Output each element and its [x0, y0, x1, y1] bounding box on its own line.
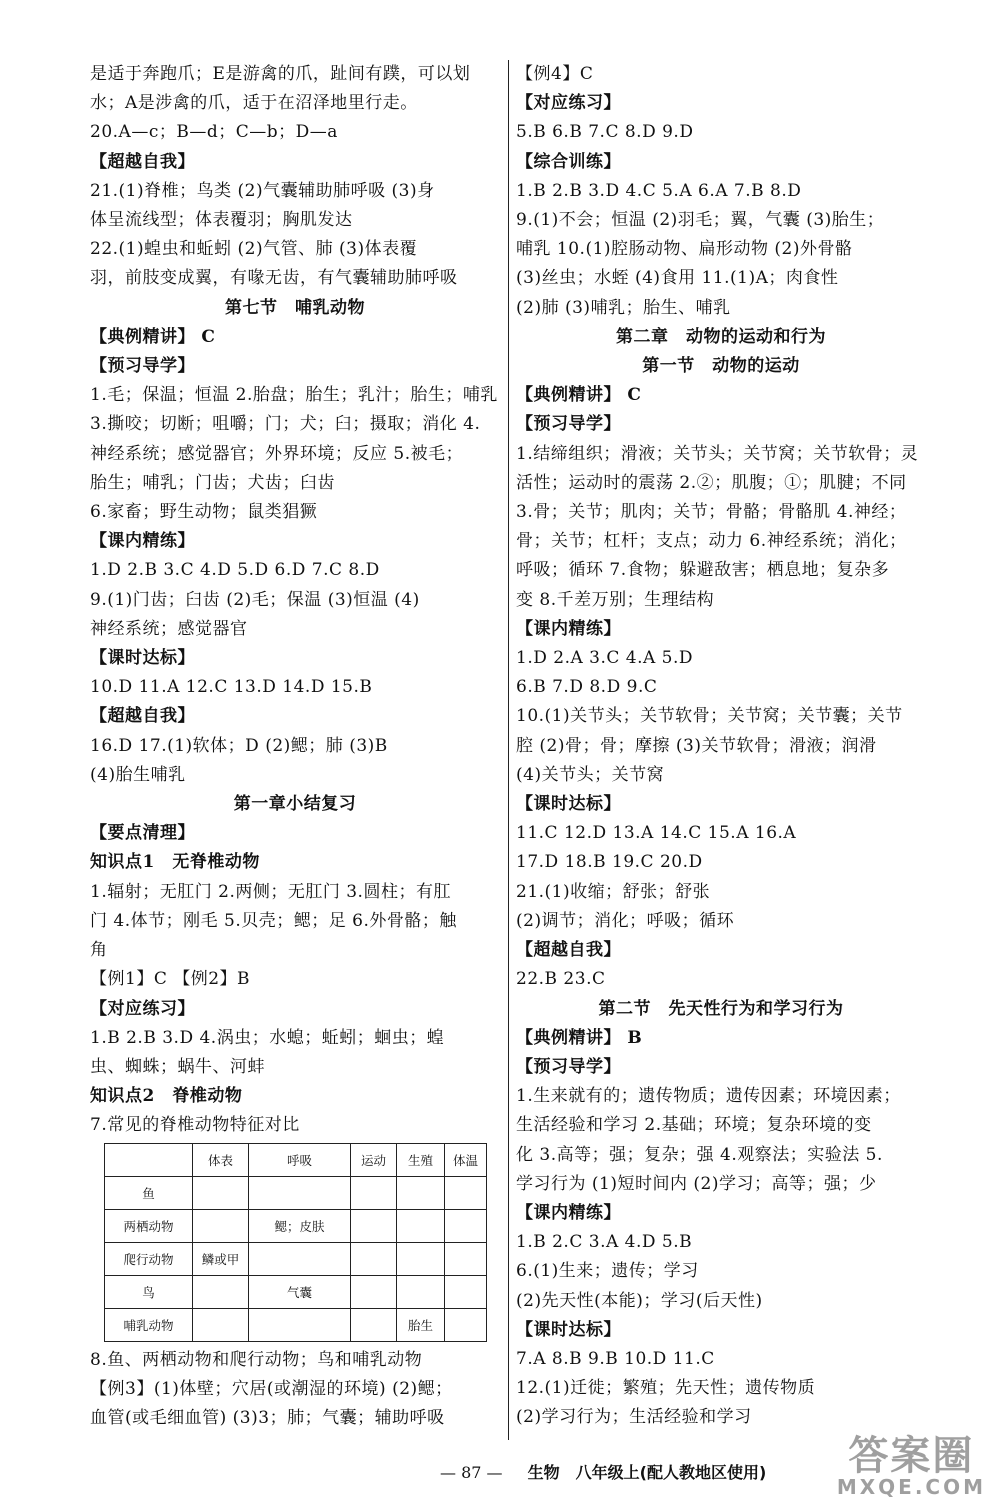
answer-line: 第二章 动物的运动和行为	[616, 326, 826, 347]
table-cell: 两栖动物	[105, 1209, 193, 1242]
answer-line: 【课内精练】	[90, 531, 195, 552]
table-cell	[193, 1176, 249, 1209]
answer-line: 体呈流线型；体表覆羽；胸肌发达	[90, 210, 353, 231]
answer-line: (4)关节头；关节窝	[516, 764, 665, 785]
answer-line: 1.辐射；无肛门 2.两侧；无肛门 3.圆柱；有肛	[90, 881, 451, 902]
table-cell	[445, 1275, 487, 1308]
table-cell: 鳃；皮肤	[249, 1209, 351, 1242]
answer-line: 骨；关节；杠杆；支点；动力 6.神经系统；消化；	[516, 531, 907, 552]
watermark-bottom-text: MXQE.COM	[836, 1475, 986, 1499]
answer-line: 1.结缔组织；滑液；关节头；关节窝；关节软骨；灵	[516, 443, 919, 464]
table-cell: 爬行动物	[105, 1242, 193, 1275]
table-cell: 哺乳动物	[105, 1308, 193, 1341]
table-cell: 鳞或甲	[193, 1242, 249, 1275]
answer-line: 7.A 8.B 9.B 10.D 11.C	[516, 1348, 715, 1369]
answer-line: 【对应练习】	[90, 998, 195, 1019]
answer-line: 生活经验和学习 2.基础；环境；复杂环境的变	[516, 1115, 872, 1136]
answer-line: 10.(1)关节头；关节软骨；关节窝；关节囊；关节	[516, 706, 903, 727]
table-cell: 气囊	[249, 1275, 351, 1308]
table-header-cell: 运动	[351, 1143, 397, 1176]
answer-line: 【课时达标】	[90, 648, 195, 669]
table-header-cell: 生殖	[397, 1143, 445, 1176]
answer-line: 3.骨；关节；肌肉；关节；骨骼；骨骼肌 4.神经；	[516, 502, 907, 523]
answer-line: 哺乳 10.(1)腔肠动物、扁形动物 (2)外骨骼	[516, 239, 853, 260]
answer-line: (2)先天性(本能)；学习(后天性)	[516, 1290, 763, 1311]
answer-line: 7.常见的脊椎动物特征对比	[90, 1115, 300, 1136]
answer-line: 1.B 2.C 3.A 4.D 5.B	[516, 1232, 693, 1253]
table-cell: 鱼	[105, 1176, 193, 1209]
answer-line: 9.(1)门齿；臼齿 (2)毛；保温 (3)恒温 (4)	[90, 589, 420, 610]
answer-line: 17.D 18.B 19.C 20.D	[516, 852, 703, 873]
answer-line: 水；A是涉禽的爪，适于在沼泽地里行走。	[90, 93, 418, 114]
answer-line: 【典例精讲】 C	[516, 385, 642, 406]
answer-line: 1.毛；保温；恒温 2.胎盘；胎生；乳汁；胎生；哺乳	[90, 385, 498, 406]
answer-line: 第一节 动物的运动	[642, 356, 800, 377]
answer-line: 【例3】(1)体壁；穴居(或潮湿的环境) (2)鳃；	[90, 1378, 453, 1399]
answer-line: 学习行为 (1)短时间内 (2)学习；高等；强；少	[516, 1173, 877, 1194]
answer-line: 第一章小结复习	[233, 794, 357, 815]
table-cell	[351, 1275, 397, 1308]
table-cell	[445, 1242, 487, 1275]
table-header-cell	[105, 1143, 193, 1176]
answer-line: 血管(或毛细血管) (3)3；肺；气囊；辅助呼吸	[90, 1407, 445, 1428]
table-row	[105, 1275, 487, 1308]
answer-line: 【超越自我】	[90, 151, 195, 172]
answer-line: (4)胎生哺乳	[90, 764, 186, 785]
table-cell	[351, 1176, 397, 1209]
answer-line: 20.A—c；B—d；C—b；D—a	[90, 122, 338, 143]
answer-line: 羽，前肢变成翼，有喙无齿，有气囊辅助肺呼吸	[90, 268, 458, 289]
table-header-cell: 呼吸	[249, 1143, 351, 1176]
answer-line: 腔 (2)骨；骨；摩擦 (3)关节软骨；滑液；润滑	[516, 735, 877, 756]
answer-line: 5.B 6.B 7.C 8.D 9.D	[516, 122, 694, 143]
table-cell	[351, 1308, 397, 1341]
right-column	[516, 60, 926, 1433]
answer-line: 1.D 2.B 3.C 4.D 5.D 6.D 7.C 8.D	[90, 560, 380, 581]
answer-line: 角	[90, 940, 108, 961]
answer-line: 是适于奔跑爪；E是游禽的爪，趾间有蹼，可以划	[90, 64, 471, 84]
answer-line: 化 3.高等；强；复杂；强 4.观察法；实验法 5.	[516, 1144, 883, 1165]
table-cell	[193, 1308, 249, 1341]
answer-line: 【典例精讲】 C	[90, 326, 216, 347]
table-cell	[397, 1209, 445, 1242]
table-cell	[249, 1308, 351, 1341]
table-cell	[193, 1209, 249, 1242]
book-subject: 生物 八年级上(配人教地区使用)	[527, 1463, 767, 1482]
page-number: — 87 —	[440, 1463, 503, 1482]
answer-line: 9.(1)不会；恒温 (2)羽毛；翼，气囊 (3)胎生；	[516, 210, 885, 231]
answer-line: 活性；运动时的震荡 2.②；肌腹；①；肌腱；不同	[516, 472, 907, 493]
answer-line: (2)调节；消化；呼吸；循环	[516, 910, 735, 931]
answer-line: 【预习导学】	[516, 414, 621, 435]
answer-line: 变 8.千差万别；生理结构	[516, 589, 715, 610]
answer-line: 1.B 2.B 3.D 4.涡虫；水螅；蚯蚓；蛔虫；蝗	[90, 1027, 445, 1048]
answer-line: (2)学习行为；生活经验和学习	[516, 1407, 752, 1428]
answer-line: 门 4.体节；刚毛 5.贝壳；鳃；足 6.外骨骼；触	[90, 910, 457, 931]
right-text-block	[516, 60, 926, 1433]
answer-line: 21.(1)脊椎；鸟类 (2)气囊辅助肺呼吸 (3)身	[90, 180, 435, 201]
answer-line: 21.(1)收缩；舒张；舒张	[516, 881, 711, 902]
answer-line: 虫、蜘蛛；蜗牛、河蚌	[90, 1056, 265, 1077]
table-row	[105, 1242, 487, 1275]
table-cell	[351, 1209, 397, 1242]
answer-line: 【要点清理】	[90, 823, 195, 844]
answer-line: 16.D 17.(1)软体；D (2)鳃；肺 (3)B	[90, 735, 388, 756]
answer-line: 10.D 11.A 12.C 13.D 14.D 15.B	[90, 677, 373, 698]
answer-line: 1.D 2.A 3.C 4.A 5.D	[516, 648, 694, 669]
table-cell: 胎生	[397, 1308, 445, 1341]
answer-line: 【课内精练】	[516, 1202, 621, 1223]
answer-line: 12.(1)迁徙；繁殖；先天性；遗传物质	[516, 1378, 816, 1399]
answer-line: 神经系统；感觉器官	[90, 618, 248, 639]
table-cell	[397, 1242, 445, 1275]
vertebrate-comparison-table-wrap	[104, 1143, 500, 1342]
table-cell	[193, 1275, 249, 1308]
answer-line: 6.(1)生来；遗传；学习	[516, 1261, 699, 1282]
table-cell	[445, 1209, 487, 1242]
answer-line: 【典例精讲】 B	[516, 1027, 643, 1048]
answer-line: 11.C 12.D 13.A 14.C 15.A 16.A	[516, 823, 797, 844]
answer-line: 【例1】C 【例2】B	[90, 969, 251, 990]
answer-line: 【预习导学】	[90, 356, 195, 377]
answer-line: 【超越自我】	[90, 706, 195, 727]
table-cell	[445, 1308, 487, 1341]
answer-line: 【例4】C	[516, 64, 594, 84]
answer-line: (3)丝虫；水蛭 (4)食用 11.(1)A；肉食性	[516, 268, 839, 289]
answer-line: 呼吸；循环 7.食物；躲避敌害；栖息地；复杂多	[516, 560, 890, 581]
answer-line: 6.B 7.D 8.D 9.C	[516, 677, 658, 698]
watermark-logo	[837, 1424, 986, 1499]
table-cell	[351, 1242, 397, 1275]
answer-line: 第二节 先天性行为和学习行为	[598, 998, 844, 1019]
answer-line: 【课时达标】	[516, 794, 621, 815]
answer-line: 3.撕咬；切断；咀嚼；门；犬；臼；摄取；消化 4.	[90, 414, 481, 435]
table-header-cell: 体表	[193, 1143, 249, 1176]
answer-line: 【课内精练】	[516, 618, 621, 639]
answer-line: 【超越自我】	[516, 940, 621, 961]
answer-line: 【对应练习】	[516, 93, 621, 114]
left-text-block	[90, 60, 500, 1141]
answer-line: 胎生；哺乳；门齿；犬齿；臼齿	[90, 472, 335, 493]
answer-line: 22.(1)蝗虫和蚯蚓 (2)气管、肺 (3)体表覆	[90, 239, 418, 260]
page-footer	[440, 1460, 766, 1483]
table-header-cell: 体温	[445, 1143, 487, 1176]
table-row	[105, 1176, 487, 1209]
watermark-top-text: 答案圈	[848, 1433, 975, 1479]
table-row	[105, 1209, 487, 1242]
answer-line: 1.生来就有的；遗传物质；遗传因素；环境因素；	[516, 1086, 901, 1107]
answer-line: 神经系统；感觉器官；外界环境；反应 5.被毛；	[90, 443, 464, 464]
column-divider	[508, 60, 509, 1440]
left-column	[90, 60, 500, 1433]
answer-line: 1.B 2.B 3.D 4.C 5.A 6.A 7.B 8.D	[516, 180, 802, 201]
answer-line: 【预习导学】	[516, 1056, 621, 1077]
table-cell	[397, 1176, 445, 1209]
answer-line: 【综合训练】	[516, 151, 621, 172]
table-cell	[445, 1176, 487, 1209]
answer-line: 知识点2 脊椎动物	[90, 1086, 243, 1107]
table-cell	[249, 1176, 351, 1209]
table-header-row	[105, 1143, 487, 1176]
answer-line: 【课时达标】	[516, 1319, 621, 1340]
answer-line: 第七节 哺乳动物	[225, 297, 365, 318]
answer-line: 8.鱼、两栖动物和爬行动物；鸟和哺乳动物	[90, 1349, 423, 1370]
left-text-block-after-table	[90, 1346, 500, 1434]
table-row	[105, 1308, 487, 1341]
vertebrate-comparison-table	[104, 1143, 487, 1342]
table-cell	[249, 1242, 351, 1275]
table-cell	[397, 1275, 445, 1308]
answer-line: 22.B 23.C	[516, 969, 606, 990]
answer-line: (2)肺 (3)哺乳；胎生、哺乳	[516, 297, 731, 318]
answer-line: 6.家畜；野生动物；鼠类猖獗	[90, 502, 318, 523]
answer-line: 知识点1 无脊椎动物	[90, 852, 260, 873]
table-cell: 鸟	[105, 1275, 193, 1308]
